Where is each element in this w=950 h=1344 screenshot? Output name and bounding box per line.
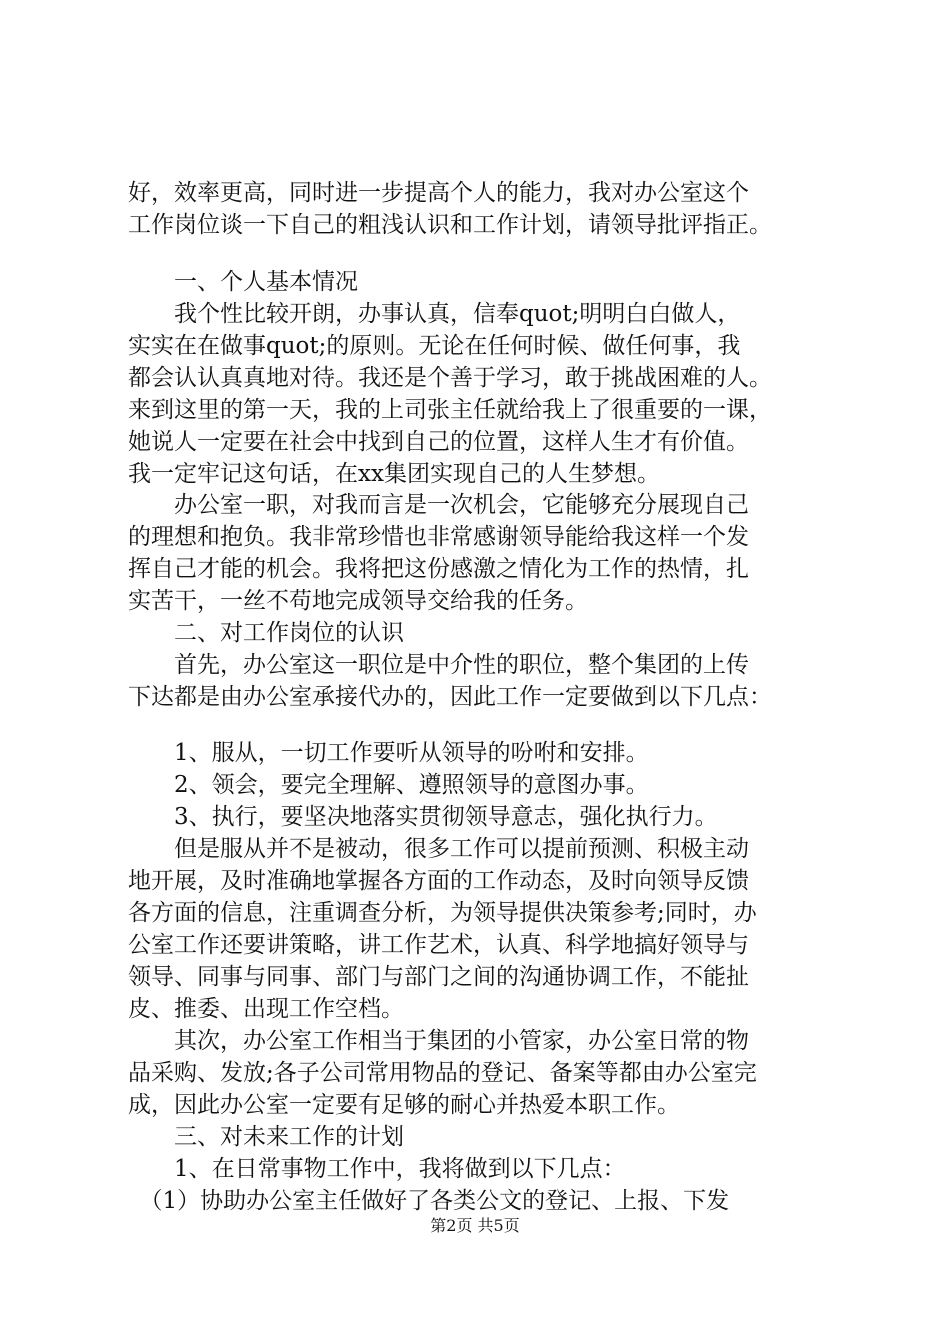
- section-heading: 一、个人基本情况: [128, 269, 358, 295]
- text-line: 领导、同事与同事、部门与部门之间的沟通协调工作，不能扯: [128, 964, 749, 990]
- text-line: 首先，办公室这一职位是中介性的职位，整个集团的上传: [128, 652, 749, 678]
- text-line: 我个性比较开朗，办事认真，信奉quot;明明白白做人，: [128, 301, 741, 327]
- text-line: 她说人一定要在社会中找到自己的位置，这样人生才有价值。: [128, 429, 749, 455]
- text-line: 各方面的信息，注重调查分析，为领导提供决策参考;同时，办: [128, 900, 757, 926]
- text-line: 的理想和抱负。我非常珍惜也非常感谢领导能给我这样一个发: [128, 524, 749, 550]
- text-line: 办公室一职，对我而言是一次机会，它能够充分展现自己: [128, 492, 749, 518]
- section-heading: 三、对未来工作的计划: [128, 1124, 404, 1150]
- list-item: 1、服从，一切工作要听从领导的吩咐和安排。: [128, 740, 649, 766]
- text-line: 但是服从并不是被动，很多工作可以提前预测、积极主动: [128, 836, 749, 862]
- text-line: 来到这里的第一天，我的上司张主任就给我上了很重要的一课，: [128, 397, 772, 423]
- text-line: 公室工作还要讲策略，讲工作艺术，认真、科学地搞好领导与: [128, 932, 749, 958]
- text-line: 皮、推委、出现工作空档。: [128, 996, 404, 1022]
- text-line: 实实在在做事quot;的原则。无论在任何时候、做任何事，我: [128, 333, 741, 359]
- text-line: 下达都是由办公室承接代办的，因此工作一定要做到以下几点：: [128, 684, 772, 710]
- text-line: 我一定牢记这句话，在xx集团实现自己的人生梦想。: [128, 461, 660, 487]
- text-line: 工作岗位谈一下自己的粗浅认识和工作计划，请领导批评指正。: [128, 212, 772, 238]
- list-item: 3、执行，要坚决地落实贯彻领导意志，强化执行力。: [128, 804, 718, 830]
- list-item: （1）协助办公室主任做好了各类公文的登记、上报、下发: [128, 1188, 730, 1214]
- text-line: 地开展，及时准确地掌握各方面的工作动态，及时向领导反馈: [128, 868, 749, 894]
- list-item: 1、在日常事物工作中，我将做到以下几点：: [128, 1156, 626, 1182]
- text-line: 实苦干，一丝不苟地完成领导交给我的任务。: [128, 588, 588, 614]
- text-line: 其次，办公室工作相当于集团的小管家，办公室日常的物: [128, 1028, 749, 1054]
- text-line: 挥自己才能的机会。我将把这份感激之情化为工作的热情，扎: [128, 556, 749, 582]
- page-number-footer: 第2页 共5页: [430, 1216, 520, 1235]
- text-line: 成，因此办公室一定要有足够的耐心并热爱本职工作。: [128, 1092, 680, 1118]
- text-line: 品采购、发放;各子公司常用物品的登记、备案等都由办公室完: [128, 1060, 757, 1086]
- text-line: 好，效率更高，同时进一步提高个人的能力，我对办公室这个: [128, 180, 749, 206]
- text-line: 都会认认真真地对待。我还是个善于学习，敢于挑战困难的人。: [128, 365, 772, 391]
- list-item: 2、领会，要完全理解、遵照领导的意图办事。: [128, 772, 649, 798]
- section-heading: 二、对工作岗位的认识: [128, 620, 404, 646]
